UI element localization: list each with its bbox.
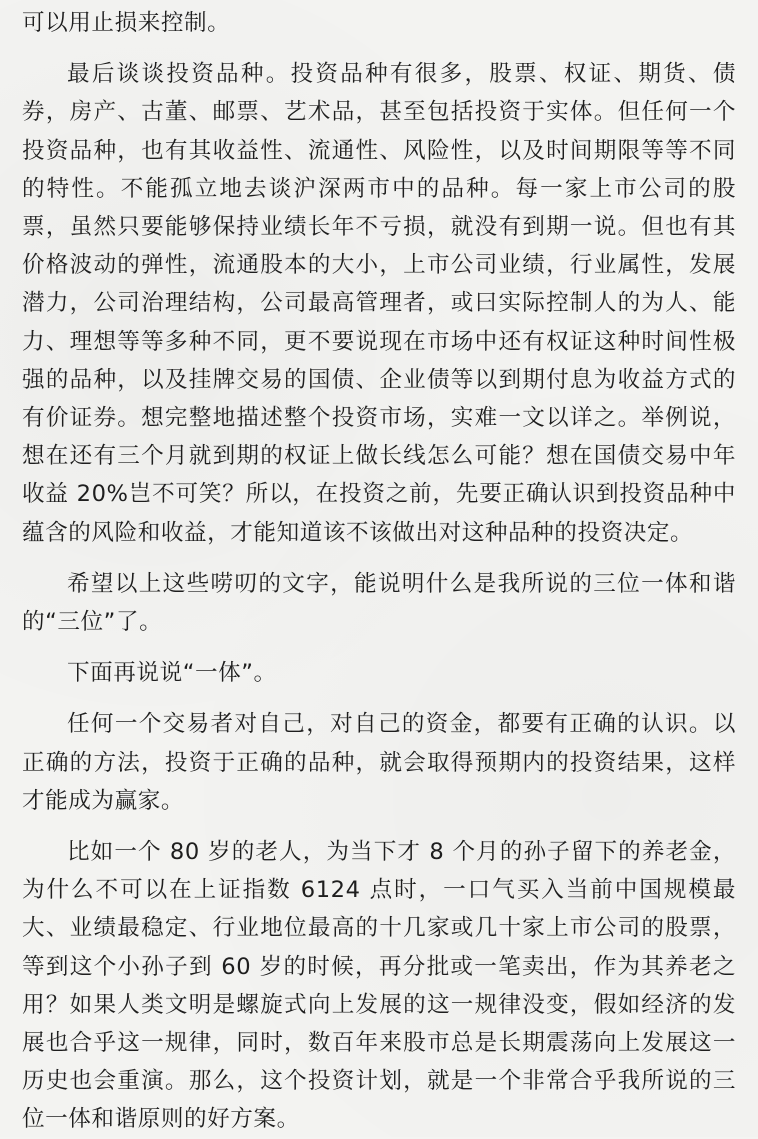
paragraph-investment-varieties: 最后谈谈投资品种。投资品种有很多，股票、权证、期货、债券，房产、古董、邮票、艺术品，甚至包括投资于实体。但任何一个投资品种，也有其收益性、流通性、风险性，以及时间期限等等不同的特性。不能孤立地去谈沪深两市中的品种。每一家上市公司的股票，虽然只要能够保持业绩长年不亏损，就没有到期一说。但也有其价格波动的弹性，流通股本的大小，上市公司业绩，行业属性，发展潜力，公司治理结构，公司最高管理者，或曰实际控制人的为人、能力、理想等等多种不同，更不要说现在市场中还有权证这种时间性极强的品种，以及挂牌交易的国债、企业债等以到期付息为收益方式的有价证券。想完整地描述整个投资市场，实难一文以详之。举例说，想在还有三个月就到期的权证上做长线怎么可能？想在国债交易中年收益 20%岂不可笑？所以，在投资之前，先要正确认识到投资品种中蕴含的风险和收益，才能知道该不该做出对这种品种的投资决定。 [22, 61, 736, 546]
paragraph-trader-self-knowledge: 任何一个交易者对自己，对自己的资金，都要有正确的认识。以正确的方法，投资于正确的品种，就会取得预期内的投资结果，这样才能成为赢家。 [22, 711, 736, 814]
paragraph-one-body-intro: 下面再说说“一体”。 [67, 660, 277, 687]
paragraph-three-positions: 希望以上这些唠叨的文字，能说明什么是我所说的三位一体和谐的“三位”了。 [22, 570, 736, 636]
paragraph-continuation: 可以用止损来控制。 [22, 10, 231, 36]
paragraph-example-plan: 比如一个 80 岁的老人，为当下才 8 个月的孙子留下的养老金，为什么不可以在上证指数 6124 点时，一口气买入当前中国规模最大、业绩最稳定、行业地位最高的十几家或几十家上市公司的股票，等到这个小孙子到 60 岁的时候，再分批或一笔卖出，作为其养老之用？如果人类文明是螺旋式向上发展的这一规律没变，假如经济的发展也合乎这一规律，同时，数百年来股市总是长期震荡向上发展这一历史也会重演。那么，这个投资计划，就是一个非常合乎我所说的三位一体和谐原则的好方案。 [22, 839, 736, 1133]
